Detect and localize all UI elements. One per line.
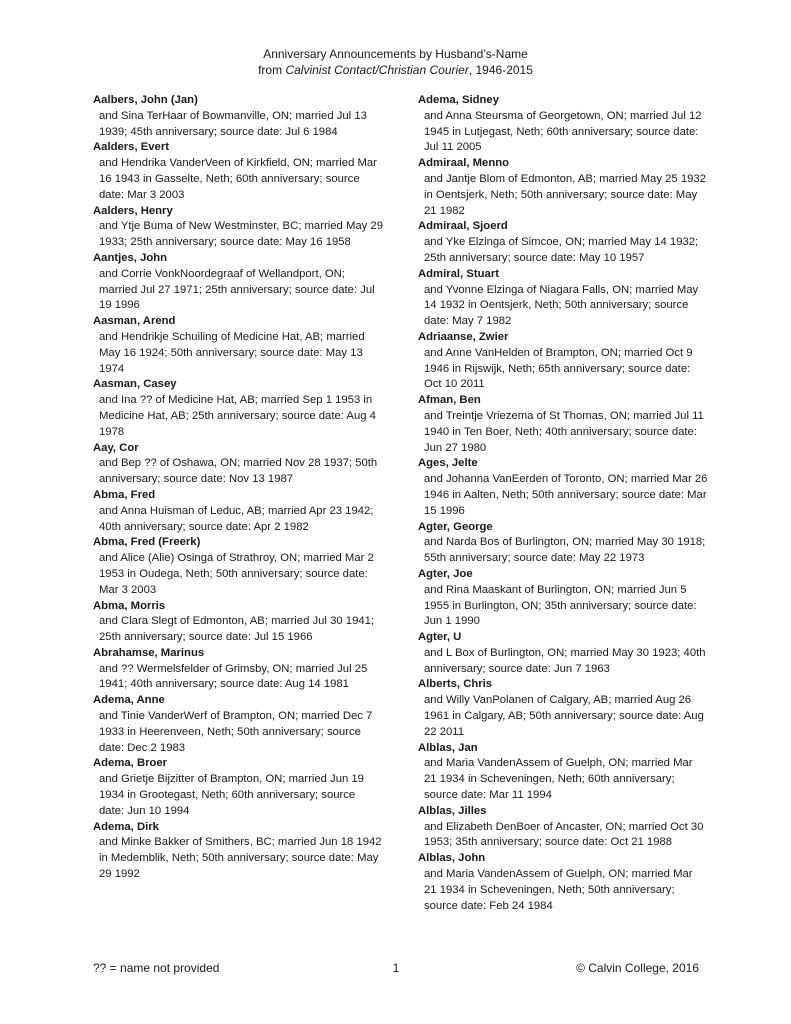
husband-name: Agter, U	[418, 631, 462, 644]
anniversary-entry	[93, 93, 383, 140]
husband-name: Alblas, Jilles	[418, 804, 487, 817]
copyright-notice: © Calvin College, 2016	[576, 961, 699, 975]
entry-details: and Yke Elzinga of Simcoe, ON; married May 14 1932; 25th anniversary; source date: May 10 1957	[424, 236, 699, 264]
entry-details: and Ytje Buma of New Westminster, BC; married May 29 1933; 25th anniversary; source date: May 16 1958	[99, 220, 383, 249]
right-column	[418, 93, 708, 914]
left-column	[93, 93, 383, 883]
entry-details: and Johanna VanEerden of Toronto, ON; married Mar 26 1946 in Aalten, Neth; 50th anniversary; source date: Mar 15 1996	[424, 473, 708, 517]
entry-details: and Tinie VanderWerf of Brampton, ON; married Dec 7 1933 in Heerenveen, Neth; 50th anniversary; source date: Dec 2 1983	[99, 710, 373, 754]
anniversary-entry	[93, 441, 383, 488]
anniversary-entry	[93, 646, 383, 693]
husband-name: Adema, Dirk	[93, 820, 159, 833]
husband-name: Adema, Sidney	[418, 94, 499, 106]
entry-details: and Clara Slegt of Edmonton, AB; married Jul 30 1941; 25th anniversary; source date: Jul 15 1966	[99, 615, 375, 644]
entry-details: and Rina Maaskant of Burlington, ON; married Jun 5 1955 in Burlington, ON; 35th anniversary; source date: Jun 1 1990	[424, 583, 697, 628]
husband-name: Aasman, Arend	[93, 315, 176, 328]
anniversary-entry	[93, 314, 383, 377]
husband-name: Abma, Fred	[93, 488, 156, 501]
entry-details: and Anna Huisman of Leduc, AB; married Apr 23 1942; 40th anniversary; source date: Apr 2 1982	[99, 504, 374, 533]
page-header	[0, 46, 791, 78]
page-number: 1	[392, 961, 400, 975]
anniversary-entry	[418, 156, 708, 219]
husband-name: Aalders, Henry	[93, 204, 173, 217]
entry-details: and Yvonne Elzinga of Niagara Falls, ON; married May 14 1932 in Oentsjerk, Neth; 50th anniversary; source date: May 7 1982	[424, 283, 699, 328]
entry-details: and Anna Steursma of Georgetown, ON; married Jul 12 1945 in Lutjegast, Neth; 60th anniversary; source date: Jul 11 2005	[424, 109, 702, 154]
anniversary-entry	[418, 851, 708, 914]
husband-name: Abma, Fred (Freerk)	[93, 536, 201, 549]
anniversary-entry	[418, 393, 708, 456]
anniversary-entry	[93, 535, 383, 598]
document-title: Anniversary Announcements by Husband’s-Name	[263, 47, 528, 61]
husband-name: Adriaanse, Zwier	[418, 330, 509, 343]
entry-details: and Corrie VonkNoordegraaf of Wellandport, ON; married Jul 27 1971; 25th anniversary; source date: Jul 19 1996	[99, 267, 375, 312]
anniversary-entry	[93, 820, 383, 883]
anniversary-entry	[418, 93, 708, 156]
anniversary-entry	[418, 267, 708, 330]
entry-details: and Willy VanPolanen of Calgary, AB; married Aug 26 1961 in Calgary, AB; 50th anniversary; source date: Aug 22 2011	[424, 694, 704, 738]
entry-details: and Minke Bakker of Smithers, BC; married Jun 18 1942 in Medemblik, Neth; 50th anniversary; source date: May 29 1992	[99, 836, 382, 881]
anniversary-entry	[93, 756, 383, 819]
husband-name: Alberts, Chris	[418, 678, 493, 691]
husband-name: Aalbers, John (Jan)	[93, 94, 198, 106]
anniversary-entry	[418, 219, 708, 266]
husband-name: Admiral, Stuart	[418, 267, 499, 280]
anniversary-entry	[418, 741, 708, 804]
husband-name: Admiraal, Sjoerd	[418, 220, 508, 233]
husband-name: Aasman, Casey	[93, 378, 177, 391]
entry-details: and Sina TerHaar of Bowmanville, ON; married Jul 13 1939; 45th anniversary; source date: Jul 6 1984	[99, 109, 367, 138]
entry-details: and Alice (Alie) Osinga of Strathroy, ON; married Mar 2 1953 in Oudega, Neth; 50th anniversary; source date: Mar 3 2003	[99, 552, 374, 596]
anniversary-entry	[418, 567, 708, 630]
entry-details: and Narda Bos of Burlington, ON; married May 30 1918; 55th anniversary; source date: May 22 1973	[424, 536, 706, 565]
husband-name: Abrahamse, Marinus	[93, 646, 205, 659]
husband-name: Alblas, Jan	[418, 741, 478, 754]
husband-name: Ages, Jelte	[418, 457, 478, 470]
entry-details: and Bep ?? of Oshawa, ON; married Nov 28 1937; 50th anniversary; source date: Nov 13 1987	[99, 457, 378, 486]
entry-details: and Hendrikje Schuiling of Medicine Hat, AB; married May 16 1924; 50th anniversary; source date: May 13 1974	[99, 330, 365, 375]
anniversary-entry	[93, 599, 383, 646]
entry-details: and Maria VandenAssem of Guelph, ON; married Mar 21 1934 in Scheveningen, Neth; 50th anniversary; source date: Feb 24 1984	[424, 868, 693, 912]
entry-details: and Jantje Blom of Edmonton, AB; married May 25 1932 in Oentsjerk, Neth; 50th anniversary; source date: May 21 1982	[424, 172, 706, 217]
husband-name: Agter, Joe	[418, 567, 473, 580]
anniversary-entry	[418, 330, 708, 393]
anniversary-entry	[93, 488, 383, 535]
anniversary-entry	[418, 804, 708, 851]
anniversary-entry	[93, 693, 383, 756]
anniversary-entry	[418, 456, 708, 519]
entry-details: and Treintje Vriezema of St Thomas, ON; married Jul 11 1940 in Ten Boer, Neth; 40th anniversary; source date: Jun 27 1980	[424, 409, 704, 454]
husband-name: Afman, Ben	[418, 394, 481, 407]
document-subtitle	[0, 62, 791, 78]
husband-name: Aalders, Evert	[93, 141, 169, 154]
husband-name: Admiraal, Menno	[418, 157, 510, 170]
anniversary-entry	[93, 140, 383, 203]
footer-legend: ?? = name not provided	[93, 961, 220, 975]
anniversary-entry	[418, 520, 708, 567]
entry-details: and Ina ?? of Medicine Hat, AB; married Sep 1 1953 in Medicine Hat, AB; 25th anniversary; source date: Aug 4 1978	[99, 394, 376, 438]
entry-details: and Hendrika VanderVeen of Kirkfield, ON; married Mar 16 1943 in Gasselte, Neth; 60th anniversary; source date: Mar 3 2003	[99, 157, 377, 201]
entry-details: and Elizabeth DenBoer of Ancaster, ON; married Oct 30 1953; 35th anniversary; source date: Oct 21 1988	[424, 820, 704, 849]
publication-name: Calvinist Contact/Christian Courier	[285, 63, 469, 77]
entry-details: and Anne VanHelden of Brampton, ON; married Oct 9 1946 in Rijswijk, Neth; 65th anniversary; source date: Oct 10 2011	[424, 346, 693, 391]
entry-details: and Grietje Bijzitter of Brampton, ON; married Jun 19 1934 in Grootegast, Neth; 60th anniversary; source date: Jun 10 1994	[99, 773, 364, 817]
anniversary-entry	[418, 630, 708, 677]
subtitle-suffix: , 1946-2015	[468, 63, 533, 77]
husband-name: Alblas, John	[418, 852, 486, 865]
entry-details: and L Box of Burlington, ON; married May 30 1923; 40th anniversary; source date: Jun 7 1963	[424, 646, 706, 675]
anniversary-entry	[93, 377, 383, 440]
husband-name: Abma, Morris	[93, 599, 166, 612]
anniversary-entry	[93, 204, 383, 251]
entry-details: and Maria VandenAssem of Guelph, ON; married Mar 21 1934 in Scheveningen, Neth; 60th anniversary; source date: Mar 11 1994	[424, 757, 693, 802]
husband-name: Aay, Cor	[93, 441, 139, 454]
husband-name: Adema, Broer	[93, 757, 168, 770]
subtitle-prefix: from	[258, 63, 286, 77]
husband-name: Aantjes, John	[93, 251, 168, 264]
anniversary-entry	[418, 677, 708, 740]
husband-name: Adema, Anne	[93, 694, 165, 707]
husband-name: Agter, George	[418, 520, 493, 533]
entry-details: and ?? Wermelsfelder of Grimsby, ON; married Jul 25 1941; 40th anniversary; source date: Aug 14 1981	[99, 662, 368, 691]
anniversary-entry	[93, 251, 383, 314]
